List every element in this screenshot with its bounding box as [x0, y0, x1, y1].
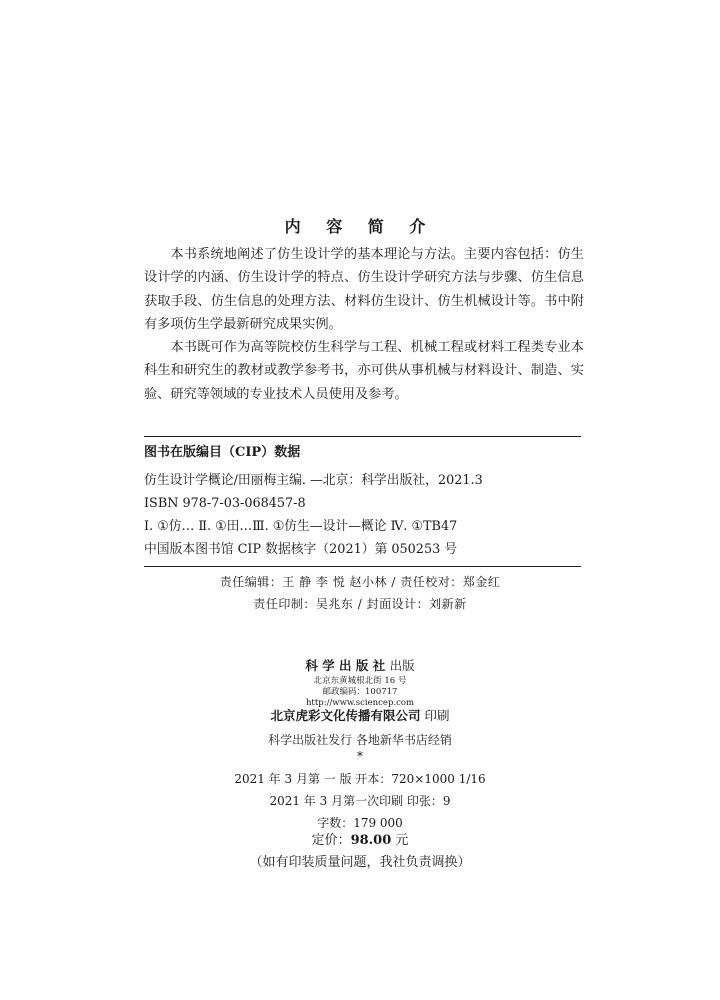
quality-notice: （如有印装质量问题，我社负责调换） [249, 855, 471, 870]
price-unit: 元 [395, 833, 409, 848]
cip-heading: 图书在版编目（CIP）数据 [144, 445, 301, 460]
summary-body [144, 243, 584, 406]
separator-star: * [357, 749, 363, 763]
edition-block [0, 768, 720, 834]
price-label: 定价： [311, 833, 351, 848]
price-value: 98.00 [350, 833, 392, 848]
printer-suffix: 印刷 [424, 708, 450, 723]
printing-line: 2021 年 3 月第一次印刷 印张：9 [269, 794, 451, 808]
cip-isbn-line: ISBN 978-7-03-068457-8 [144, 496, 306, 511]
word-count-line: 字数：179 000 [317, 816, 403, 830]
cip-block [144, 469, 584, 561]
printer-name: 北京虎彩文化传播有限公司 [270, 708, 421, 723]
cip-top-rule [144, 436, 581, 437]
edition-line: 2021 年 3 月第 一 版 开本：720×1000 1/16 [234, 772, 486, 786]
cip-title-line: 仿生设计学概论/田丽梅主编. —北京：科学出版社，2021.3 [144, 473, 483, 488]
cip-record-line: 中国版本图书馆 CIP 数据核字（2021）第 050253 号 [144, 542, 458, 557]
publisher-info [0, 676, 720, 709]
credits-block [0, 571, 720, 615]
cip-bottom-rule [144, 566, 581, 567]
publisher-postcode: 邮政编码：100717 [322, 687, 398, 697]
publisher-address: 北京东黄城根北街 16 号 [313, 676, 407, 686]
printer-line [0, 706, 720, 724]
credits-editors: 责任编辑：王 静 李 悦 赵小林 / 责任校对：郑金红 [219, 575, 501, 589]
summary-paragraph: 本书系统地阐述了仿生设计学的基本理论与方法。主要内容包括：仿生设计学的内涵、仿生设计学的特点、仿生设计学研究方法与步骤、仿生信息获取手段、仿生信息的处理方法、材料仿生设计、仿生机械设计等。书中附有多项仿生学最新研究成果实例。 [144, 247, 584, 332]
summary-title: 内 容 简 介 [284, 217, 436, 236]
publisher-name: 科 学 出 版 社 [305, 658, 386, 673]
distribution-line: 科学出版社发行 各地新华书店经销 [268, 733, 452, 747]
credits-production: 责任印制：吴兆东 / 封面设计：刘新新 [253, 597, 467, 611]
price-line [0, 829, 720, 848]
cip-classification-line: Ⅰ. ①仿… Ⅱ. ①田…Ⅲ. ①仿生—设计—概论 Ⅳ. ①TB47 [144, 519, 458, 534]
publisher-line [0, 656, 720, 674]
summary-paragraph: 本书既可作为高等院校仿生科学与工程、机械工程或材料工程类专业本科生和研究生的教材或教学参考书，亦可供从事机械与材料设计、制造、实验、研究等领域的专业技术人员使用及参考。 [144, 340, 584, 402]
publisher-url: http://www.sciencep.com [305, 698, 415, 708]
publisher-suffix: 出版 [389, 658, 415, 673]
